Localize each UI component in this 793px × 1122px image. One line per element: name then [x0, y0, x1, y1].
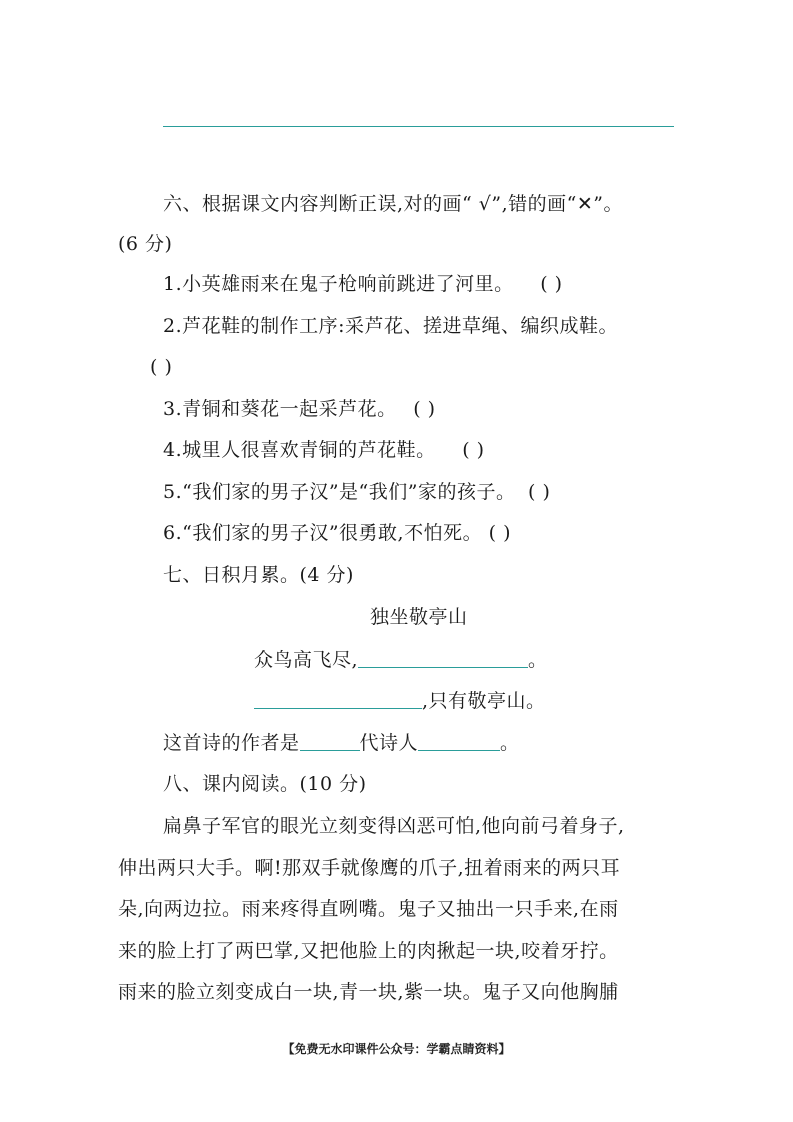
poem-blank-2[interactable]: [254, 688, 422, 709]
passage-line-5: 雨来的脸立刻变成白一块,青一块,紫一块。鬼子又向他胸脯: [118, 981, 619, 1003]
author-question-part2: 代诗人: [359, 732, 419, 754]
question-3: [163, 396, 436, 422]
footer-notice: 【免费无水印课件公众号：学霸点睛资料】: [282, 1042, 511, 1056]
question-text: 6.“我们家的男子汉”很勇敢,不怕死。: [163, 522, 483, 544]
poem-title: 独坐敬亭山: [370, 606, 468, 628]
poem-line-1: [254, 647, 548, 673]
dynasty-blank[interactable]: [300, 730, 360, 751]
question-text: 2.芦花鞋的制作工序:采芦花、搓进草绳、编织成鞋。: [163, 315, 619, 337]
answer-box-1[interactable]: ( ): [540, 273, 563, 295]
poem-line-2: [254, 688, 546, 714]
poem-line-2-end: ,只有敬亭山。: [422, 690, 546, 712]
answer-box-4[interactable]: ( ): [462, 439, 485, 461]
section6-title: 六、根据课文内容判断正误,对的画“ √”,错的画“✕”。: [163, 193, 624, 215]
section6-score: (6 分): [118, 233, 173, 255]
author-question-end: 。: [500, 732, 520, 754]
answer-box-2[interactable]: ( ): [150, 356, 173, 378]
question-5: [163, 479, 550, 505]
section7-title: 七、日积月累。(4 分): [163, 564, 354, 586]
passage-line-1: 扁鼻子军官的眼光立刻变得凶恶可怕,他向前弓着身子,: [163, 815, 625, 837]
answer-box-3[interactable]: ( ): [413, 398, 436, 420]
question-4: [163, 437, 485, 463]
section8-title: 八、课内阅读。(10 分): [163, 773, 367, 795]
passage-line-3: 朵,向两边拉。雨来疼得直咧嘴。鬼子又抽出一只手来,在雨: [118, 898, 619, 920]
answer-box-6[interactable]: ( ): [488, 522, 512, 544]
question-6: [163, 520, 511, 546]
poem-line-1-start: 众鸟高飞尽,: [254, 649, 359, 671]
question-text: 5.“我们家的男子汉”是“我们”家的孩子。: [163, 481, 516, 503]
question-text: 4.城里人很喜欢青铜的芦花鞋。: [163, 439, 436, 461]
answer-box-5[interactable]: ( ): [528, 481, 551, 503]
question-2: [163, 313, 618, 339]
poem-line-1-end: 。: [528, 649, 548, 671]
question-text: 3.青铜和葵花一起采芦花。: [163, 398, 397, 420]
question-1: [163, 271, 563, 297]
passage-line-4: 来的脸上打了两巴掌,又把他脸上的肉揪起一块,咬着牙拧。: [118, 940, 619, 962]
top-rule: [163, 126, 674, 127]
question-text: 1.小英雄雨来在鬼子枪响前跳进了河里。: [163, 273, 514, 295]
author-question: [163, 730, 520, 756]
poem-blank-1[interactable]: [358, 647, 528, 668]
author-question-part1: 这首诗的作者是: [163, 732, 300, 754]
poet-blank[interactable]: [418, 730, 500, 751]
passage-line-2: 伸出两只大手。啊!那双手就像鹰的爪子,扭着雨来的两只耳: [118, 857, 621, 879]
